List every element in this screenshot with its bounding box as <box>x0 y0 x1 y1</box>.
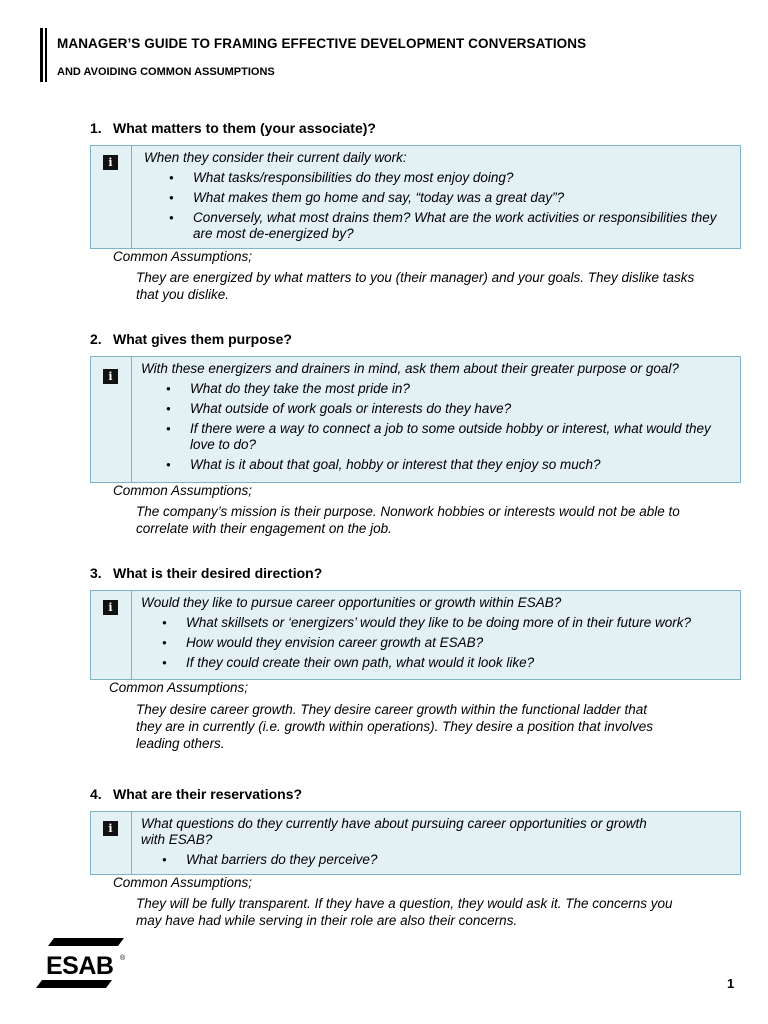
info-icon: i <box>103 821 118 836</box>
list-item: ● What tasks/responsibilities do they most enjoy doing? <box>144 170 732 186</box>
section-heading <box>90 331 292 347</box>
assumptions-text: The company’s mission is their purpose. Nonwork hobbies or interests would not be able to correlate with their engagement on the job. <box>136 504 680 536</box>
info-box <box>90 590 741 680</box>
section-heading <box>90 786 302 802</box>
assumptions-label: Common Assumptions; <box>113 875 253 890</box>
logo-text: ESAB <box>46 952 114 980</box>
esab-logo <box>34 936 134 990</box>
document-subtitle: AND AVOIDING COMMON ASSUMPTIONS <box>57 66 275 78</box>
list-item: ● What is it about that goal, hobby or interest that they enjoy so much? <box>141 457 732 473</box>
assumptions-label: Common Assumptions; <box>109 680 249 695</box>
section-title: What are their reservations? <box>113 786 303 802</box>
list-item: ● What do they take the most pride in? <box>141 381 732 397</box>
info-box <box>90 356 741 483</box>
list-item: ● If they could create their own path, what would it look like? <box>141 655 732 671</box>
prompt-list <box>141 615 732 671</box>
prompt-lead: With these energizers and drainers in mind, ask them about their greater purpose or goal? <box>141 361 679 376</box>
list-item: ● Conversely, what most drains them? What are the work activities or responsibilities they are most de-energized by? <box>144 210 732 242</box>
assumptions-text: They will be fully transparent. If they have a question, they would ask it. The concerns you may have had while serving in their role are also their concerns. <box>136 896 673 928</box>
section-number: 3. <box>90 565 102 581</box>
section-heading <box>90 565 322 581</box>
list-item: ● What barriers do they perceive? <box>141 852 670 868</box>
section-heading <box>90 120 376 136</box>
list-item: ● If there were a way to connect a job to some outside hobby or interest, what would they love to do? <box>141 421 732 453</box>
prompt-list <box>141 381 732 473</box>
section-title: What gives them purpose? <box>113 331 292 347</box>
prompt-list <box>144 170 732 242</box>
info-icon: i <box>103 155 118 170</box>
section-number: 1. <box>90 120 102 136</box>
list-item: ● What outside of work goals or interests do they have? <box>141 401 732 417</box>
assumptions-text: They are energized by what matters to you (their manager) and your goals. They dislike tasks that you dislike. <box>136 270 695 302</box>
section-title: What is their desired direction? <box>113 565 323 581</box>
list-item: ● What skillsets or ‘energizers’ would they like to be doing more of in their future work? <box>141 615 732 631</box>
info-box <box>90 811 741 875</box>
page-number: 1 <box>727 976 735 991</box>
prompt-lead: What questions do they currently have about pursuing career opportunities or growth with ESAB? <box>141 816 647 847</box>
info-icon: i <box>103 600 118 615</box>
prompt-list <box>141 852 670 868</box>
title-rule <box>40 28 48 82</box>
prompt-lead: Would they like to pursue career opportunities or growth within ESAB? <box>141 595 562 610</box>
list-item: ● How would they envision career growth at ESAB? <box>141 635 732 651</box>
section-title: What matters to them (your associate)? <box>113 120 376 136</box>
document-title: MANAGER’S GUIDE TO FRAMING EFFECTIVE DEVELOPMENT CONVERSATIONS <box>57 36 587 51</box>
registered-mark: ® <box>120 955 126 962</box>
assumptions-label: Common Assumptions; <box>113 249 253 264</box>
section-number: 2. <box>90 331 102 347</box>
info-icon: i <box>103 369 118 384</box>
assumptions-text: They desire career growth. They desire career growth within the functional ladder that they are in currently (i.e. growth within operations). They desire a position that involves leading others. <box>136 702 654 751</box>
prompt-lead: When they consider their current daily work: <box>144 150 407 165</box>
esab-logo-mark <box>34 936 134 990</box>
list-item: ● What makes them go home and say, “today was a great day”? <box>144 190 732 206</box>
section-number: 4. <box>90 786 102 802</box>
assumptions-label: Common Assumptions; <box>113 483 253 498</box>
info-box <box>90 145 741 249</box>
